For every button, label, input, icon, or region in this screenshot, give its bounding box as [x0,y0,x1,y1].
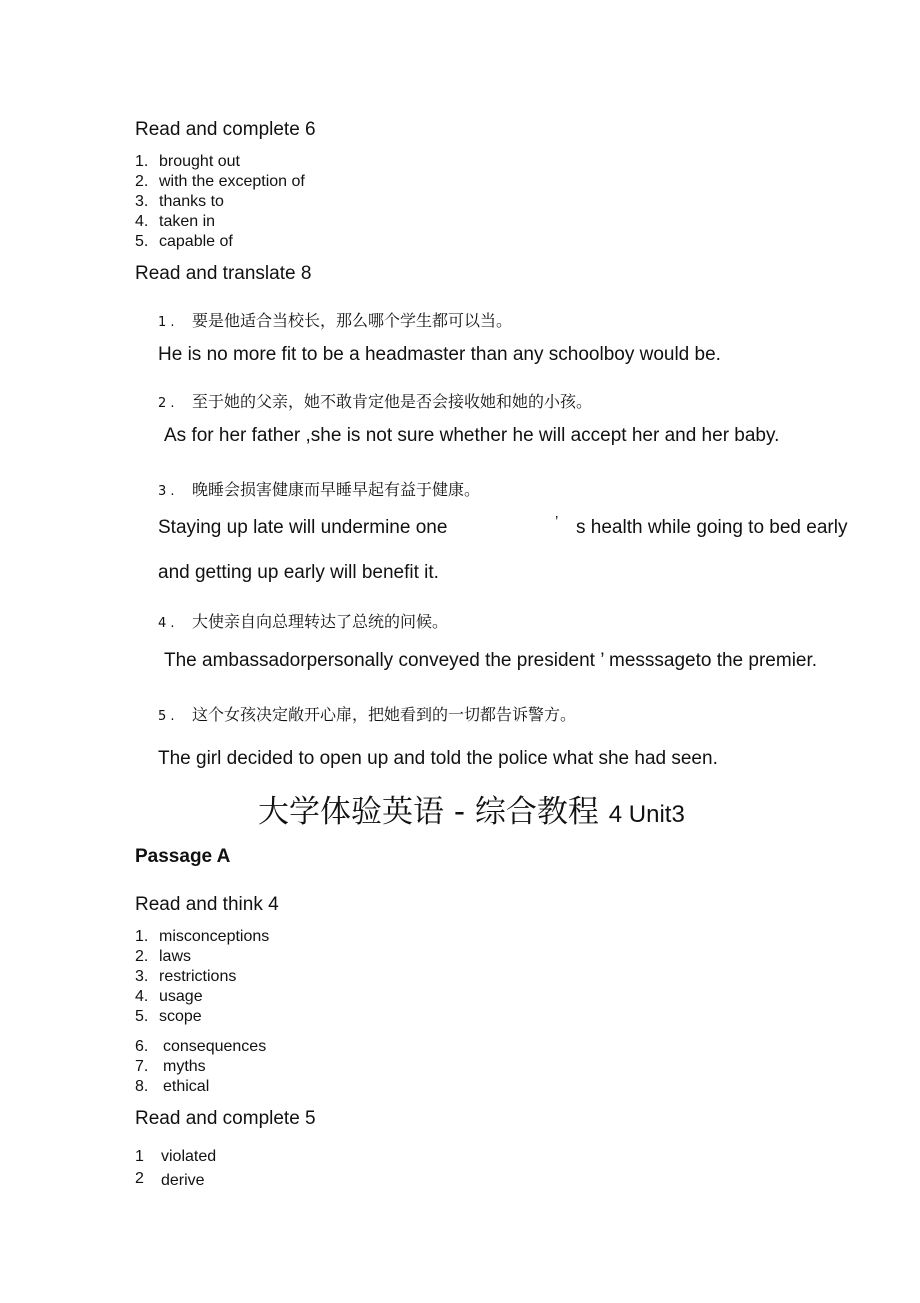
passage-label: Passage A [135,846,231,867]
list-item: 6. consequences [135,1038,267,1055]
translation-answer-3-part-b: s health while going to bed early [576,517,848,538]
list-item: 5. capable of [135,233,233,250]
translation-source-3: 3 . 晚睡会损害健康而早睡早起有益于健康。 [158,480,481,499]
translation-source-5: 5 . 这个女孩决定敞开心扉，把她看到的一切都告诉警方。 [158,705,577,724]
list-item: 2 derive [135,1170,205,1189]
list-item: 4. taken in [135,213,216,230]
translation-answer-2: As for her father ,she is not sure whether he will accept her and her baby. [164,425,780,446]
list-item: 5. scope [135,1008,202,1025]
translation-answer-3-part-a: Staying up late will undermine one [158,517,448,538]
page-title: 大学体验英语 - 综合教程 4 Unit3 [258,794,685,830]
list-item: 1. misconceptions [135,928,270,945]
list-item: 1 violated [135,1148,217,1165]
section-heading-read-think-4: Read and think 4 [135,894,279,915]
section-heading-read-translate-8: Read and translate 8 [135,263,312,284]
translation-answer-3-apostrophe: ’ [555,513,559,530]
translation-answer-5: The girl decided to open up and told the police what she had seen. [158,748,718,769]
list-item: 3. restrictions [135,968,237,985]
translation-answer-1: He is no more fit to be a headmaster than any schoolboy would be. [158,344,721,365]
list-item: 4. usage [135,988,203,1005]
translation-answer-3-part-c: and getting up early will benefit it. [158,562,439,583]
translation-source-2: 2 . 至于她的父亲，她不敢肯定他是否会接收她和她的小孩。 [158,392,593,411]
list-item: 7. myths [135,1058,206,1075]
translation-source-1: 1 . 要是他适合当校长，那么哪个学生都可以当。 [158,311,513,330]
translation-answer-4: The ambassadorpersonally conveyed the president ’ messsageto the premier. [164,650,818,671]
list-item: 3. thanks to [135,193,224,210]
list-item: 2. laws [135,948,192,965]
list-item: 8. ethical [135,1078,210,1095]
list-item: 2. with the exception of [135,173,305,190]
section-heading-read-complete-5: Read and complete 5 [135,1108,316,1129]
section-heading-read-complete-6: Read and complete 6 [135,119,316,140]
translation-source-4: 4 . 大使亲自向总理转达了总统的问候。 [158,612,449,631]
list-item: 1. brought out [135,153,240,170]
